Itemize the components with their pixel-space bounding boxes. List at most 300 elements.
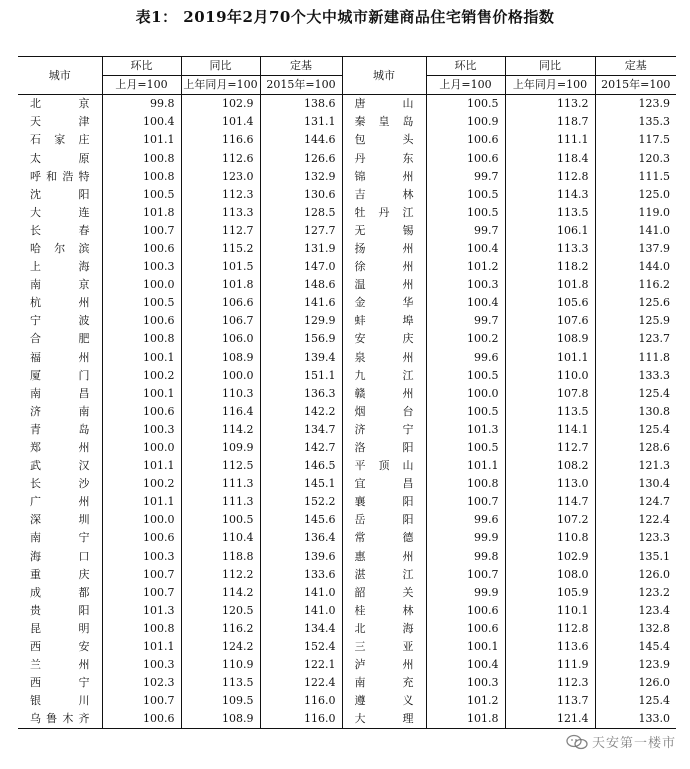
base-value-right: 137.9 [595,240,676,258]
city-right: 泉州 [342,349,426,367]
table-row [18,240,676,258]
mom-value-left: 101.1 [102,457,181,475]
base-value-left: 139.4 [260,349,342,367]
base-value-left: 142.7 [260,439,342,457]
mom-value-right: 100.7 [426,493,505,511]
table-row [18,584,676,602]
table-row [18,602,676,620]
mom-value-right: 100.2 [426,330,505,348]
city-right: 锦州 [342,168,426,186]
yoy-value-left: 106.7 [181,312,260,330]
yoy-value-right: 118.2 [505,258,595,276]
city-left: 郑州 [30,441,90,455]
yoy-value-left: 116.2 [181,620,260,638]
base-value-left: 126.6 [260,149,342,167]
mom-value-right: 100.5 [426,439,505,457]
table-row [18,674,676,692]
mom-value-left: 100.2 [102,475,181,493]
yoy-value-right: 107.2 [505,511,595,529]
mom-value-right: 100.5 [426,95,505,114]
table-row [18,439,676,457]
yoy-value-left: 115.2 [181,240,260,258]
mom-value-left: 100.6 [102,240,181,258]
mom-value-left: 101.3 [102,602,181,620]
base-value-right: 120.3 [595,149,676,167]
city-left: 沈阳 [30,187,90,201]
base-value-left: 116.0 [260,710,342,729]
yoy-value-right: 105.6 [505,294,595,312]
yoy-value-right: 108.2 [505,457,595,475]
table-row [18,493,676,511]
mom-value-left: 102.3 [102,674,181,692]
yoy-value-left: 109.5 [181,692,260,710]
mom-value-right: 100.6 [426,131,505,149]
mom-value-left: 99.8 [102,95,181,114]
yoy-value-right: 110.1 [505,602,595,620]
base-value-right: 121.3 [595,457,676,475]
base-header-right: 定基 [595,57,676,76]
city-left: 南京 [30,278,90,292]
city-right: 温州 [342,276,426,294]
city-left: 太原 [30,151,90,165]
mom-value-right: 99.6 [426,349,505,367]
mom-header-left: 环比 [102,57,181,76]
base-value-left: 138.6 [260,95,342,114]
yoy-value-left: 101.5 [181,258,260,276]
table-row [18,529,676,547]
city-right: 济宁 [342,421,426,439]
yoy-value-right: 107.6 [505,312,595,330]
table-row [18,566,676,584]
base-value-right: 145.4 [595,638,676,656]
yoy-value-right: 113.6 [505,638,595,656]
base-value-left: 147.0 [260,258,342,276]
base-value-right: 123.7 [595,330,676,348]
city-left: 昆明 [30,621,90,635]
table-row [18,511,676,529]
mom-value-right: 100.3 [426,674,505,692]
table-row [18,638,676,656]
yoy-value-left: 114.2 [181,421,260,439]
yoy-value-right: 121.4 [505,710,595,729]
city-right: 泸州 [342,656,426,674]
yoy-value-left: 100.0 [181,367,260,385]
mom-value-right: 100.6 [426,602,505,620]
yoy-value-left: 108.9 [181,710,260,729]
base-value-left: 139.6 [260,548,342,566]
yoy-value-right: 112.8 [505,168,595,186]
base-value-left: 122.1 [260,656,342,674]
base-value-left: 145.6 [260,511,342,529]
yoy-value-left: 110.3 [181,385,260,403]
mom-value-left: 100.1 [102,349,181,367]
mom-value-right: 101.1 [426,457,505,475]
mom-value-right: 101.8 [426,710,505,729]
mom-value-left: 100.7 [102,222,181,240]
base-value-right: 123.9 [595,95,676,114]
yoy-value-left: 112.5 [181,457,260,475]
table-row [18,475,676,493]
city-right: 包头 [342,131,426,149]
base-value-right: 117.5 [595,131,676,149]
mom-value-left: 100.8 [102,330,181,348]
mom-value-right: 100.9 [426,113,505,131]
base-value-left: 134.7 [260,421,342,439]
base-value-right: 125.4 [595,421,676,439]
table-row [18,403,676,421]
base-value-right: 125.9 [595,312,676,330]
city-right: 湛江 [342,566,426,584]
city-left: 成都 [30,585,90,599]
mom-value-right: 99.9 [426,584,505,602]
yoy-value-right: 111.1 [505,131,595,149]
mom-value-left: 100.3 [102,421,181,439]
base-value-left: 130.6 [260,186,342,204]
base-value-right: 116.2 [595,276,676,294]
yoy-value-left: 123.0 [181,168,260,186]
mom-value-left: 101.8 [102,204,181,222]
mom-value-left: 100.6 [102,529,181,547]
base-value-left: 152.2 [260,493,342,511]
table-row [18,349,676,367]
base-value-left: 122.4 [260,674,342,692]
city-right: 扬州 [342,240,426,258]
city-left: 哈尔滨 [30,241,90,255]
city-left: 乌鲁木齐 [18,710,102,729]
city-left: 石家庄 [30,133,90,147]
base-value-right: 126.0 [595,566,676,584]
yoy-value-right: 108.9 [505,330,595,348]
table-row [18,276,676,294]
base-value-left: 141.6 [260,294,342,312]
table-row [18,294,676,312]
city-right: 蚌埠 [342,312,426,330]
base-value-left: 148.6 [260,276,342,294]
yoy-value-right: 112.3 [505,674,595,692]
base-value-right: 135.3 [595,113,676,131]
base-value-right: 128.6 [595,439,676,457]
yoy-value-left: 100.5 [181,511,260,529]
yoy-value-right: 113.2 [505,95,595,114]
yoy-value-left: 111.3 [181,493,260,511]
city-left: 宁波 [30,314,90,328]
city-right: 牡丹江 [342,204,426,222]
mom-value-right: 100.8 [426,475,505,493]
table-row [18,656,676,674]
city-right: 常德 [342,529,426,547]
mom-value-left: 101.1 [102,493,181,511]
mom-value-right: 100.4 [426,240,505,258]
mom-value-left: 100.8 [102,620,181,638]
city-right: 平顶山 [342,457,426,475]
city-left: 南昌 [30,386,90,400]
city-left: 南宁 [30,531,90,545]
yoy-value-right: 102.9 [505,548,595,566]
table-row [18,692,676,710]
city-right: 吉林 [342,186,426,204]
yoy-value-right: 114.1 [505,421,595,439]
mom-value-right: 100.5 [426,186,505,204]
city-left: 福州 [30,350,90,364]
yoy-value-left: 112.7 [181,222,260,240]
mom-header-right: 环比 [426,57,505,76]
city-left: 合肥 [30,332,90,346]
yoy-value-left: 106.6 [181,294,260,312]
price-index-table [18,56,676,729]
mom-value-left: 100.4 [102,113,181,131]
mom-base-left: 上月=100 [102,76,181,95]
table-row [18,258,676,276]
table-row [18,367,676,385]
mom-base-right: 上月=100 [426,76,505,95]
mom-value-left: 100.8 [102,168,181,186]
fixed-base-left: 2015年=100 [260,76,342,95]
city-right: 桂林 [342,602,426,620]
city-header-right: 城市 [342,57,426,95]
mom-value-right: 100.5 [426,367,505,385]
city-right: 襄阳 [342,493,426,511]
base-value-right: 125.4 [595,385,676,403]
base-value-left: 151.1 [260,367,342,385]
base-value-right: 111.8 [595,349,676,367]
mom-value-right: 100.5 [426,403,505,421]
yoy-value-left: 120.5 [181,602,260,620]
city-left: 济南 [30,404,90,418]
base-value-right: 144.0 [595,258,676,276]
yoy-value-right: 113.5 [505,403,595,421]
mom-value-right: 100.3 [426,276,505,294]
watermark [566,732,676,751]
base-value-right: 119.0 [595,204,676,222]
city-right: 惠州 [342,548,426,566]
yoy-value-right: 113.7 [505,692,595,710]
city-left: 西安 [30,640,90,654]
mom-value-left: 100.1 [102,385,181,403]
base-value-left: 156.9 [260,330,342,348]
table-row [18,710,676,729]
mom-value-left: 100.2 [102,367,181,385]
city-right: 烟台 [342,403,426,421]
base-header-left: 定基 [260,57,342,76]
city-left: 重庆 [30,567,90,581]
city-right: 金华 [342,294,426,312]
yoy-value-right: 113.5 [505,204,595,222]
mom-value-right: 99.7 [426,312,505,330]
yoy-value-left: 112.2 [181,566,260,584]
mom-value-left: 100.6 [102,312,181,330]
city-left: 上海 [30,260,90,274]
base-value-left: 127.7 [260,222,342,240]
city-left: 贵阳 [30,603,90,617]
mom-value-left: 100.3 [102,258,181,276]
mom-value-right: 100.0 [426,385,505,403]
city-right: 丹东 [342,149,426,167]
yoy-value-left: 109.9 [181,439,260,457]
mom-value-right: 101.3 [426,421,505,439]
table-row [18,168,676,186]
yoy-value-right: 111.9 [505,656,595,674]
table-row [18,186,676,204]
mom-value-right: 100.6 [426,620,505,638]
yoy-value-right: 114.7 [505,493,595,511]
table-row [18,457,676,475]
yoy-value-right: 101.8 [505,276,595,294]
base-value-right: 123.4 [595,602,676,620]
yoy-value-left: 124.2 [181,638,260,656]
base-value-right: 125.4 [595,692,676,710]
table-title: 表1： 2019年2月70个大中城市新建商品住宅销售价格指数 [135,8,555,26]
city-left: 呼和浩特 [30,169,90,183]
city-left: 长春 [30,223,90,237]
table-row [18,149,676,167]
yoy-value-right: 118.7 [505,113,595,131]
city-left: 广州 [30,495,90,509]
mom-value-left: 100.3 [102,548,181,566]
base-value-left: 142.2 [260,403,342,421]
city-right: 南充 [342,674,426,692]
yoy-value-left: 110.9 [181,656,260,674]
mom-value-right: 100.4 [426,656,505,674]
mom-value-left: 100.6 [102,710,181,729]
base-value-left: 133.6 [260,566,342,584]
mom-value-left: 101.1 [102,131,181,149]
city-left: 银川 [30,694,90,708]
mom-value-left: 100.6 [102,403,181,421]
yoy-value-left: 114.2 [181,584,260,602]
city-left: 兰州 [30,658,90,672]
yoy-value-left: 112.6 [181,149,260,167]
wechat-icon [566,734,588,750]
yoy-value-right: 105.9 [505,584,595,602]
mom-value-left: 100.3 [102,656,181,674]
base-value-right: 123.9 [595,656,676,674]
city-left: 深圳 [30,513,90,527]
mom-value-left: 100.5 [102,186,181,204]
yoy-value-right: 113.0 [505,475,595,493]
yoy-value-left: 101.4 [181,113,260,131]
city-right: 三亚 [342,638,426,656]
base-value-right: 133.0 [595,710,676,729]
table-row [18,548,676,566]
city-right: 徐州 [342,258,426,276]
city-left: 武汉 [30,459,90,473]
yoy-value-right: 108.0 [505,566,595,584]
table-row [18,131,676,149]
base-value-right: 122.4 [595,511,676,529]
yoy-value-left: 101.8 [181,276,260,294]
base-value-left: 128.5 [260,204,342,222]
watermark-text: 天安第一楼市 [591,736,676,751]
yoy-value-right: 110.0 [505,367,595,385]
city-left: 长沙 [30,477,90,491]
base-value-right: 130.8 [595,403,676,421]
yoy-value-right: 112.8 [505,620,595,638]
yoy-value-left: 113.5 [181,674,260,692]
base-value-right: 124.7 [595,493,676,511]
mom-value-right: 99.8 [426,548,505,566]
city-right: 九江 [342,367,426,385]
city-right: 无锡 [342,222,426,240]
base-value-left: 144.6 [260,131,342,149]
base-value-left: 145.1 [260,475,342,493]
city-left: 西宁 [30,676,90,690]
mom-value-left: 100.0 [102,439,181,457]
base-value-left: 116.0 [260,692,342,710]
table-row [18,620,676,638]
base-value-left: 136.4 [260,529,342,547]
yoy-value-left: 113.3 [181,204,260,222]
mom-value-right: 100.6 [426,149,505,167]
base-value-left: 152.4 [260,638,342,656]
city-header-left: 城市 [18,57,102,95]
yoy-value-left: 110.4 [181,529,260,547]
yoy-value-right: 114.3 [505,186,595,204]
mom-value-left: 100.8 [102,149,181,167]
yoy-value-left: 108.9 [181,349,260,367]
yoy-value-left: 116.6 [181,131,260,149]
yoy-value-left: 116.4 [181,403,260,421]
city-left: 青岛 [30,422,90,436]
yoy-header-right: 同比 [505,57,595,76]
base-value-right: 123.2 [595,584,676,602]
city-left: 大连 [30,205,90,219]
base-value-left: 129.9 [260,312,342,330]
city-left: 海口 [30,549,90,563]
yoy-base-right: 上年同月=100 [505,76,595,95]
city-right: 大理 [342,710,426,729]
base-value-right: 126.0 [595,674,676,692]
table-row [18,385,676,403]
base-value-left: 132.9 [260,168,342,186]
yoy-value-left: 102.9 [181,95,260,114]
city-right: 秦皇岛 [342,113,426,131]
city-right: 遵义 [342,692,426,710]
yoy-value-right: 112.7 [505,439,595,457]
city-left: 厦门 [30,368,90,382]
table-row [18,222,676,240]
base-value-right: 132.8 [595,620,676,638]
base-value-right: 130.4 [595,475,676,493]
table-row [18,312,676,330]
base-value-right: 141.0 [595,222,676,240]
base-value-right: 133.3 [595,367,676,385]
mom-value-right: 99.6 [426,511,505,529]
city-right: 洛阳 [342,439,426,457]
table-body [18,95,676,729]
base-value-left: 131.9 [260,240,342,258]
table-row [18,421,676,439]
mom-value-right: 101.2 [426,258,505,276]
yoy-value-left: 106.0 [181,330,260,348]
mom-value-right: 99.9 [426,529,505,547]
yoy-value-left: 112.3 [181,186,260,204]
mom-value-right: 99.7 [426,222,505,240]
mom-value-left: 100.7 [102,584,181,602]
yoy-header-left: 同比 [181,57,260,76]
header-row-top [18,57,676,76]
mom-value-left: 100.0 [102,276,181,294]
base-value-left: 136.3 [260,385,342,403]
city-right: 唐山 [342,95,426,114]
base-value-right: 123.3 [595,529,676,547]
mom-value-right: 100.7 [426,566,505,584]
base-value-left: 146.5 [260,457,342,475]
base-value-right: 125.6 [595,294,676,312]
mom-value-right: 99.7 [426,168,505,186]
mom-value-right: 101.2 [426,692,505,710]
mom-value-left: 101.1 [102,638,181,656]
fixed-base-right: 2015年=100 [595,76,676,95]
